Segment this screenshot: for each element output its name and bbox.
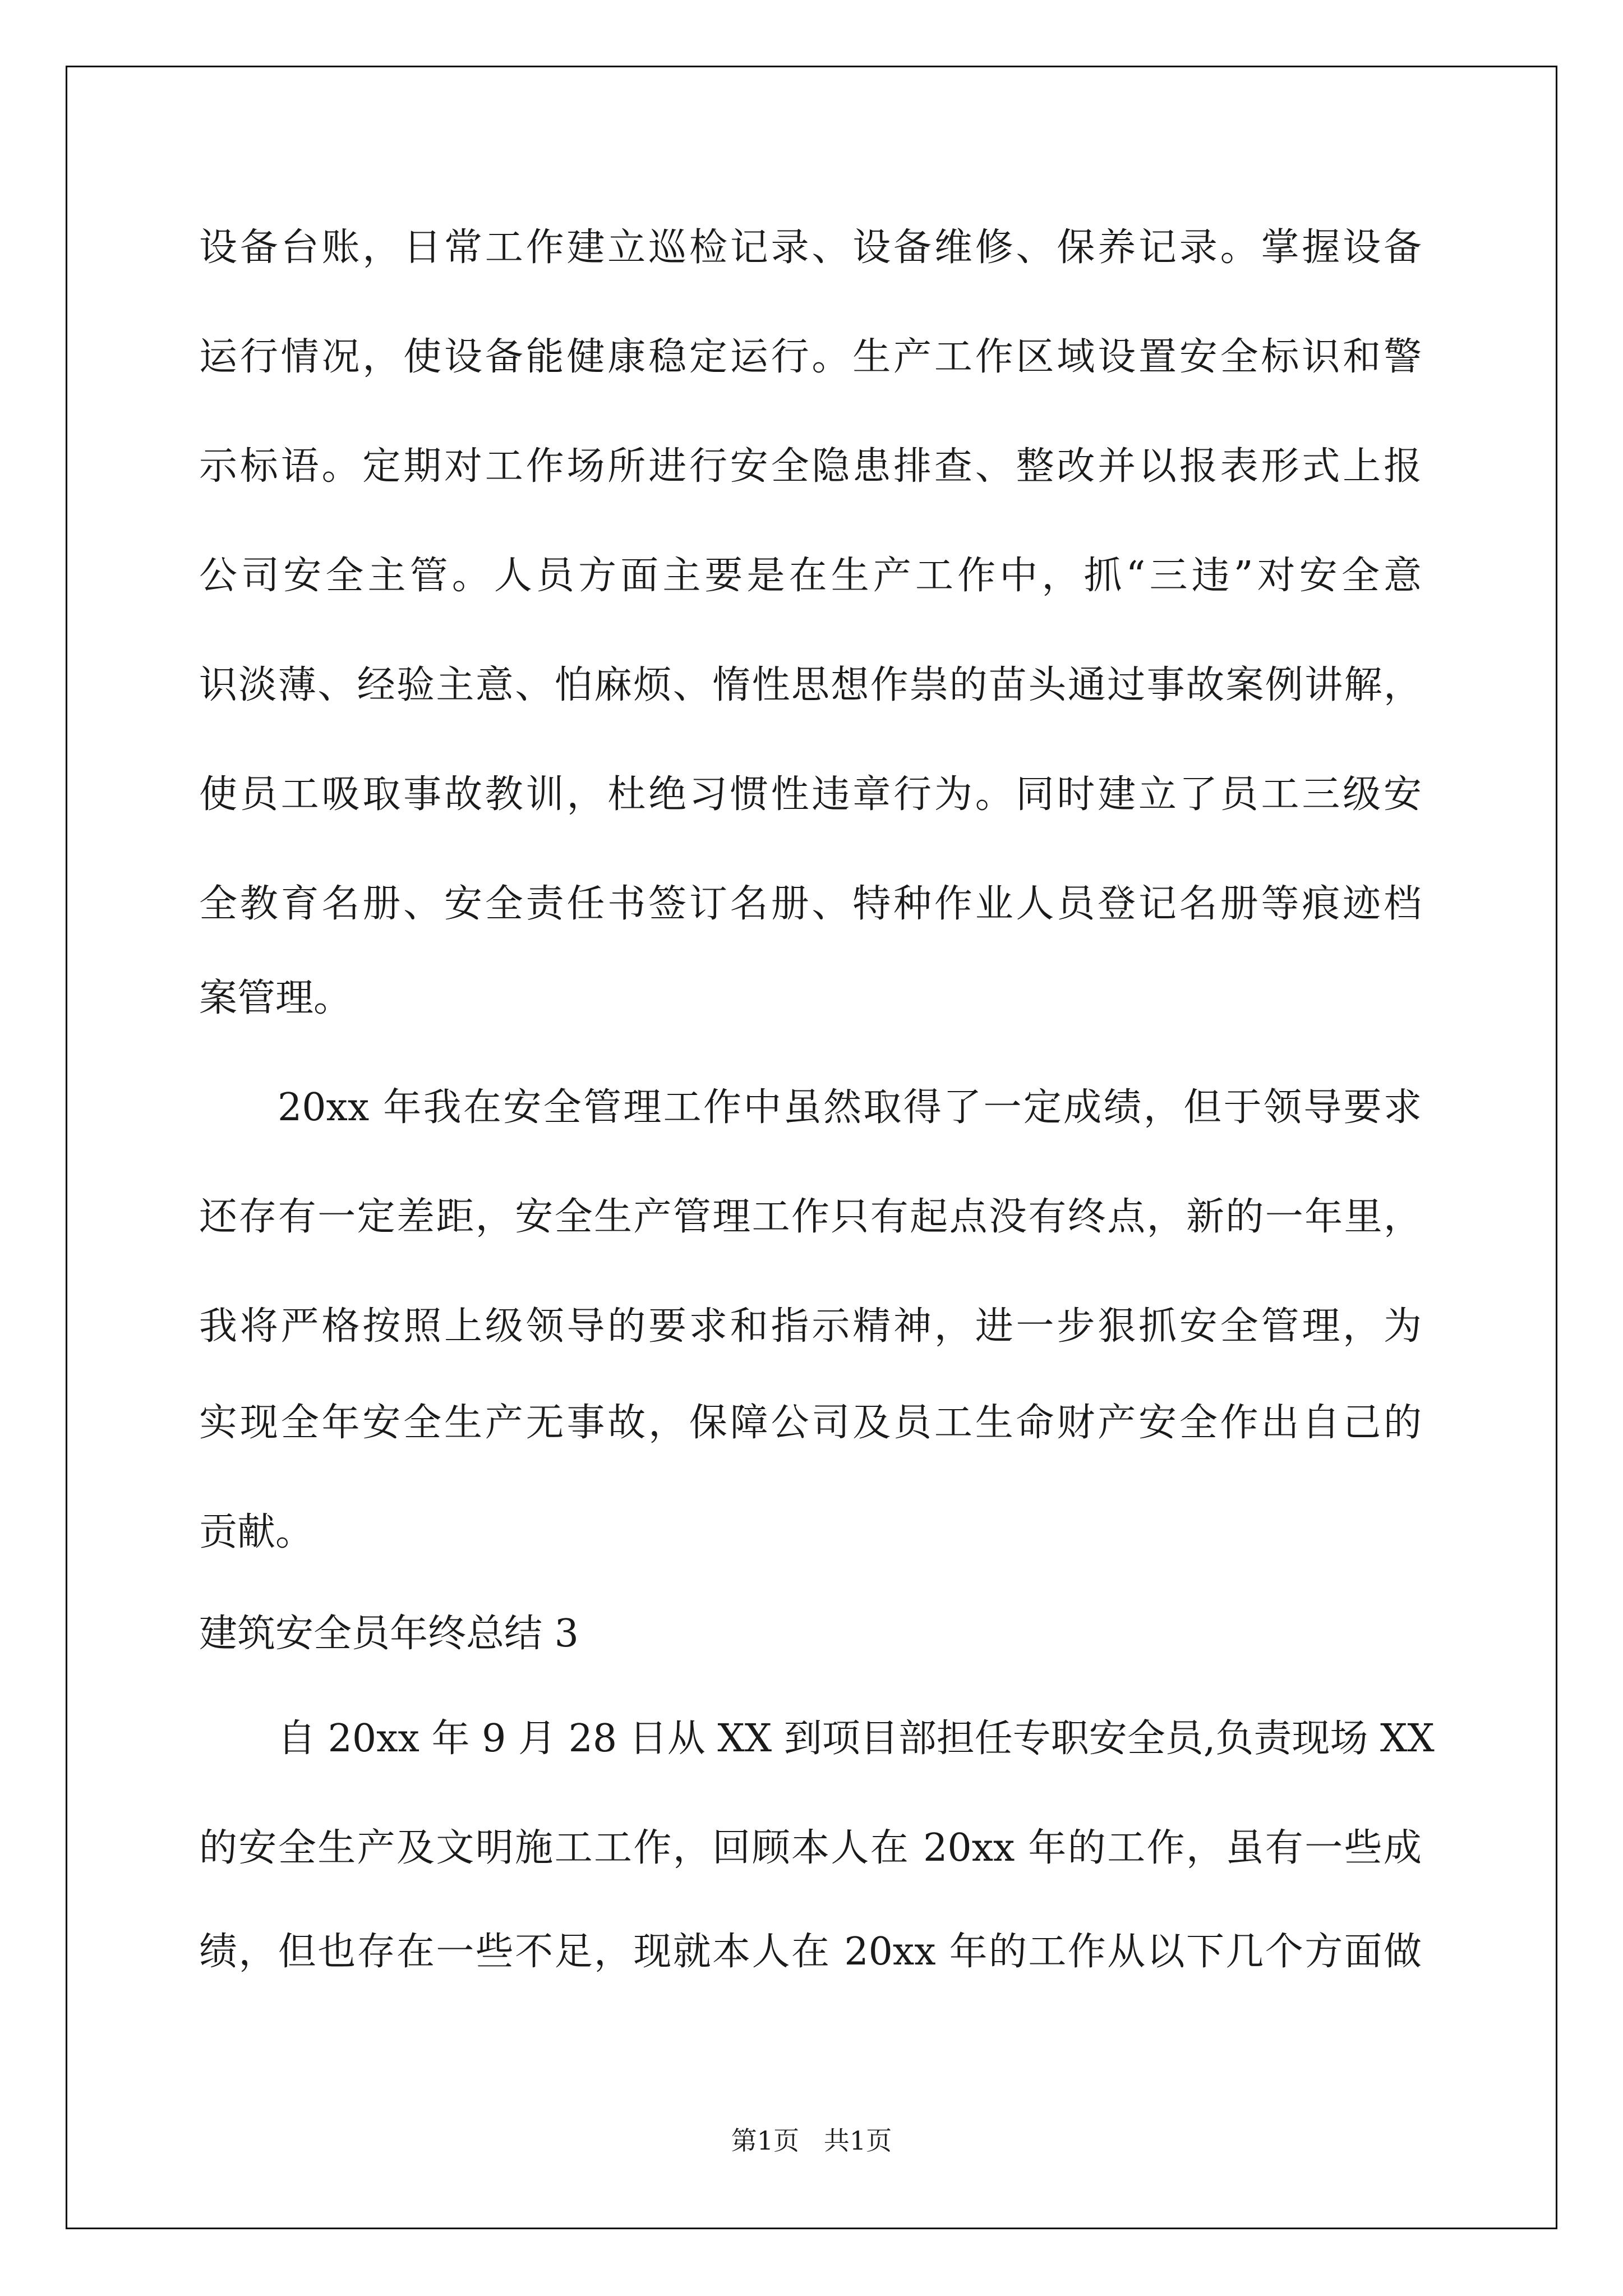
text-line: 20xx 年我在安全管理工作中虽然取得了一定成绩，但于领导要求	[278, 1085, 1422, 1130]
text-line: 设备台账，日常工作建立巡检记录、设备维修、保养记录。掌握设备	[199, 226, 1422, 270]
text-line: 识淡薄、经验主意、怕麻烦、惰性思想作祟的苗头通过事故案例讲解，	[199, 663, 1422, 707]
text-line: 示标语。定期对工作场所进行安全隐患排查、整改并以报表形式上报	[199, 444, 1422, 489]
text-line: 绩，但也存在一些不足，现就本人在 20xx 年的工作从以下几个方面做	[199, 1930, 1422, 1974]
section-heading: 建筑安全员年终总结 3	[199, 1612, 579, 1656]
text-line: 的安全生产及文明施工工作，回顾本人在 20xx 年的工作，虽有一些成	[199, 1826, 1422, 1870]
page-footer: 第1页 共1页	[731, 2125, 892, 2156]
text-line: 我将严格按照上级领导的要求和指示精神，进一步狠抓安全管理，为	[199, 1304, 1422, 1349]
text-line: 贡献。	[199, 1510, 314, 1554]
page-border	[66, 66, 1557, 2229]
text-line: 还存有一定差距，安全生产管理工作只有起点没有终点，新的一年里，	[199, 1195, 1422, 1239]
text-line: 使员工吸取事故教训，杜绝习惯性违章行为。同时建立了员工三级安	[199, 772, 1422, 817]
text-line: 实现全年安全生产无事故，保障公司及员工生命财产安全作出自己的	[199, 1401, 1422, 1445]
text-line: 运行情况，使设备能健康稳定运行。生产工作区域设置安全标识和警	[199, 335, 1422, 379]
text-line: 公司安全主管。人员方面主要是在生产工作中，抓“三违”对安全意	[199, 554, 1422, 598]
text-line: 自 20xx 年 9 月 28 日从 XX 到项目部担任专职安全员,负责现场 XX	[278, 1717, 1435, 1761]
text-line: 全教育名册、安全责任书签订名册、特种作业人员登记名册等痕迹档	[199, 882, 1422, 926]
text-line: 案管理。	[199, 976, 352, 1020]
